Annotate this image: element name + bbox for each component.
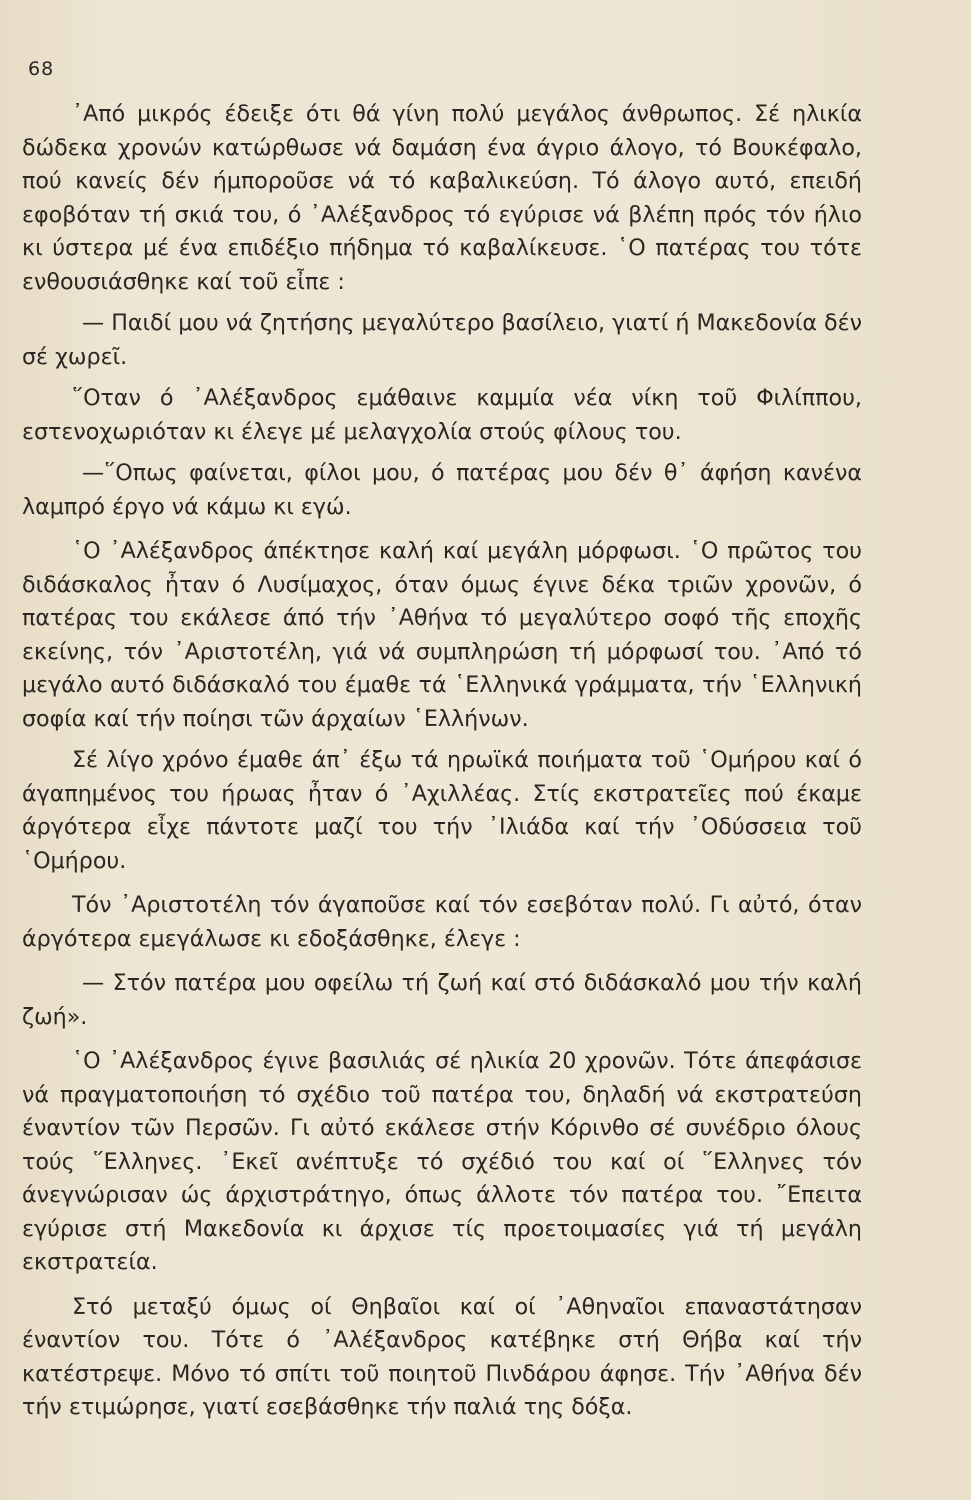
paragraph: ῾Ο ᾽Αλέξανδρος έγινε βασιλιάς σέ ηλικία 20 χρονῶν. Τότε άπεφάσισε νά πραγματοποιήση τό σχέδιο τοῦ πατέρα του, δηλαδή νά εκστρατεύση έναντίον τῶν Περσῶν. Γι αὐτό εκάλεσε στήν Κόρινθο σέ συνέδριο όλους τούς ῞Ελληνες. ᾽Εκεῖ ανέπτυξε τό σχέδιό του καί οί ῞Ελληνες τόν άνεγνώρισαν ώς άρχιστράτηγο, όπως άλλοτε τόν πατέρα του. ῎Επειτα εγύρισε στή Μακεδονία κι άρχισε τίς προετοιμασίες γιά τή μεγάλη εκστρατεία.	[22, 1048, 862, 1275]
paragraph: —῞Οπως φαίνεται, φίλοι μου, ό πατέρας μου δέν θ᾽ άφήση κανένα λαμπρό έργο νά κάμω κι εγώ.	[22, 460, 862, 520]
body-text	[22, 98, 862, 1425]
paragraph: Στό μεταξύ όμως οί Θηβαῖοι καί οί ᾽Αθηναῖοι επαναστάτησαν έναντίον του. Τότε ό ᾽Αλέξανδρος κατέβηκε στή Θήβα καί τήν κατέστρεψε. Μόνο τό σπίτι τοῦ ποιητοῦ Πινδάρου άφησε. Τήν ᾽Αθήνα δέν τήν ετιμώρησε, γιατί εσεβάσθηκε τήν παλιά της δόξα.	[22, 1293, 862, 1420]
paragraph: — Παιδί μου νά ζητήσης μεγαλύτερο βασίλειο, γιατί ή Μακεδονία δέν σέ χωρεῖ.	[22, 310, 862, 370]
page-number: 68	[28, 58, 55, 80]
paragraph: Σέ λίγο χρόνο έμαθε άπ᾽ έξω τά ηρωϊκά ποιήματα τοῦ ῾Ομήρου καί ό άγαπημένος του ήρωας ἦταν ό ᾽Αχιλλέας. Στίς εκστρατεῖες πού έκαμε άργότερα εἶχε πάντοτε μαζί του τήν ᾽Ιλιάδα καί τήν ᾽Οδύσσεια τοῦ ῾Ομήρου.	[22, 747, 862, 874]
paragraph: ᾽Από μικρός έδειξε ότι θά γίνη πολύ μεγάλος άνθρωπος. Σέ ηλικία δώδεκα χρονών κατώρθωσε νά δαμάση ένα άγριο άλογο, τό Βουκέφαλο, πού κανείς δέν ήμποροῦσε νά τό καβαλικεύση. Τό άλογο αυτό, επειδή εφοβόταν τή σκιά του, ό ᾽Αλέξανδρος τό εγύρισε νά βλέπη πρός τόν ήλιο κι ύστερα μέ ένα επιδέξιο πήδημα τό καβαλίκευσε. ῾Ο πατέρας του τότε ενθουσιάσθηκε καί τοῦ εἶπε :	[22, 101, 862, 295]
paragraph: Τόν ᾽Αριστοτέλη τόν άγαποῦσε καί τόν εσεβόταν πολύ. Γι αὐτό, όταν άργότερα εμεγάλωσε κι εδοξάσθηκε, έλεγε :	[22, 892, 862, 952]
paragraph: — Στόν πατέρα μου οφείλω τή ζωή καί στό διδάσκαλό μου τήν καλή ζωή».	[22, 970, 862, 1030]
paragraph: ῞Οταν ό ᾽Αλέξανδρος εμάθαινε καμμία νέα νίκη τοῦ Φιλίππου, εστενοχωριόταν κι έλεγε μέ μελαγχολία στούς φίλους του.	[22, 385, 862, 445]
paragraph: ῾Ο ᾽Αλέξανδρος άπέκτησε καλή καί μεγάλη μόρφωσι. ῾Ο πρῶτος του διδάσκαλος ἦταν ό Λυσίμαχος, όταν όμως έγινε δέκα τριῶν χρονῶν, ό πατέρας του εκάλεσε άπό τήν ᾽Αθήνα τό μεγαλύτερο σοφό τῆς εποχῆς εκείνης, τόν ᾽Αριστοτέλη, γιά νά συμπληρώση τή μόρφωσί του. ᾽Από τό μεγάλο αυτό διδάσκαλό του έμαθε τά ῾Ελληνικά γράμματα, τήν ῾Ελληνική σοφία καί τήν ποίησι τῶν άρχαίων ῾Ελλήνων.	[22, 538, 862, 732]
